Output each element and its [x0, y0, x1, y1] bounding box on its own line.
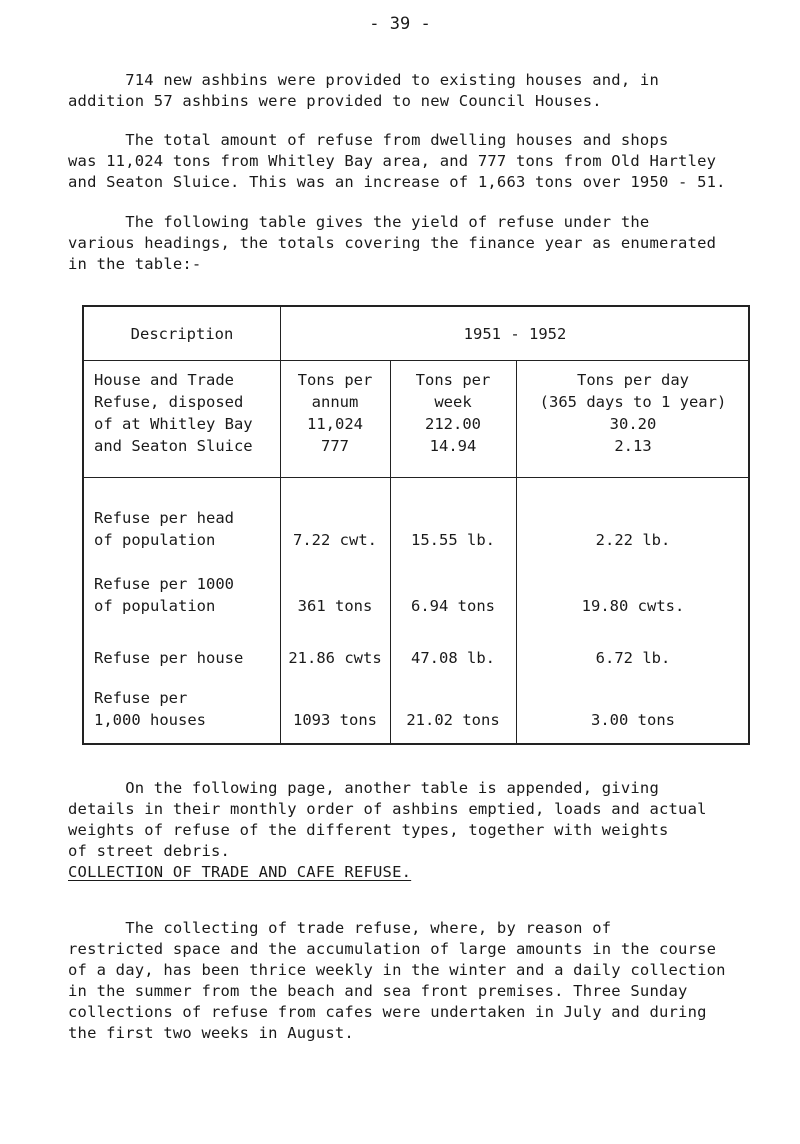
- table-row-annum: 21.86 cwts: [288, 649, 382, 667]
- table-row-week: 47.08 lb.: [411, 649, 495, 667]
- table-row-annum: 361 tons: [297, 597, 373, 615]
- row-house-trade-day: Tons per day (365 days to 1 year) 30.20 2.13: [539, 371, 727, 455]
- table-row-day: 6.72 lb.: [595, 649, 671, 667]
- table-row-annum: 1093 tons: [293, 711, 377, 729]
- table-row-week: 21.02 tons: [406, 711, 500, 729]
- paragraph-table-intro: The following table gives the yield of refuse under the various headings, the totals covering the finance year as enumerated in the table:-: [68, 213, 717, 273]
- paragraph-ashbins: 714 new ashbins were provided to existing houses and, in addition 57 ashbins were provided to new Council Houses.: [68, 71, 659, 110]
- row-house-trade-annum: Tons per annum 11,024 777: [297, 371, 373, 455]
- table-row-annum: 7.22 cwt.: [293, 531, 377, 549]
- header-description: Description: [130, 325, 234, 343]
- table-row-description: Refuse per 1,000 houses: [94, 689, 206, 729]
- paragraph-refuse-total: The total amount of refuse from dwelling houses and shops was 11,024 tons from Whitley Bay area, and 777 tons from Old Hartley and Seaton Sluice. This was an increase of 1,663 tons over 1950 - 51.: [68, 131, 726, 191]
- table-row-day: 3.00 tons: [591, 711, 675, 729]
- table-row-description: Refuse per house: [94, 649, 244, 667]
- table-row-day: 19.80 cwts.: [581, 597, 685, 615]
- table-row-description: Refuse per 1000 of population: [94, 575, 234, 615]
- row-house-trade-description: House and Trade Refuse, disposed of at Whitley Bay and Seaton Sluice: [94, 371, 253, 455]
- table-divider: [84, 360, 748, 361]
- table-row-week: 15.55 lb.: [411, 531, 495, 549]
- header-period: 1951 - 1952: [463, 325, 567, 343]
- page-number: - 39 -: [369, 14, 431, 34]
- paragraph-following-page: On the following page, another table is appended, giving details in their monthly order of ashbins emptied, loads and actual weights of refuse of the different types, together with weights of street debris.: [68, 779, 707, 860]
- paragraph-trade-refuse: The collecting of trade refuse, where, by reason of restricted space and the accumulation of large amounts in the course of a day, has been thrice weekly in the winter and a daily collection in the summer from the beach and sea front premises. Three Sunday collections of refuse from cafes were undertaken in July and during the first two weeks in August.: [68, 919, 726, 1042]
- table-row-week: 6.94 tons: [411, 597, 495, 615]
- table-row-description: Refuse per head of population: [94, 509, 234, 549]
- table-divider: [84, 477, 748, 478]
- row-house-trade-week: Tons per week 212.00 14.94: [415, 371, 491, 455]
- section-heading: COLLECTION OF TRADE AND CAFE REFUSE.: [68, 863, 412, 881]
- table-row-day: 2.22 lb.: [595, 531, 671, 549]
- refuse-yield-table: [82, 305, 750, 745]
